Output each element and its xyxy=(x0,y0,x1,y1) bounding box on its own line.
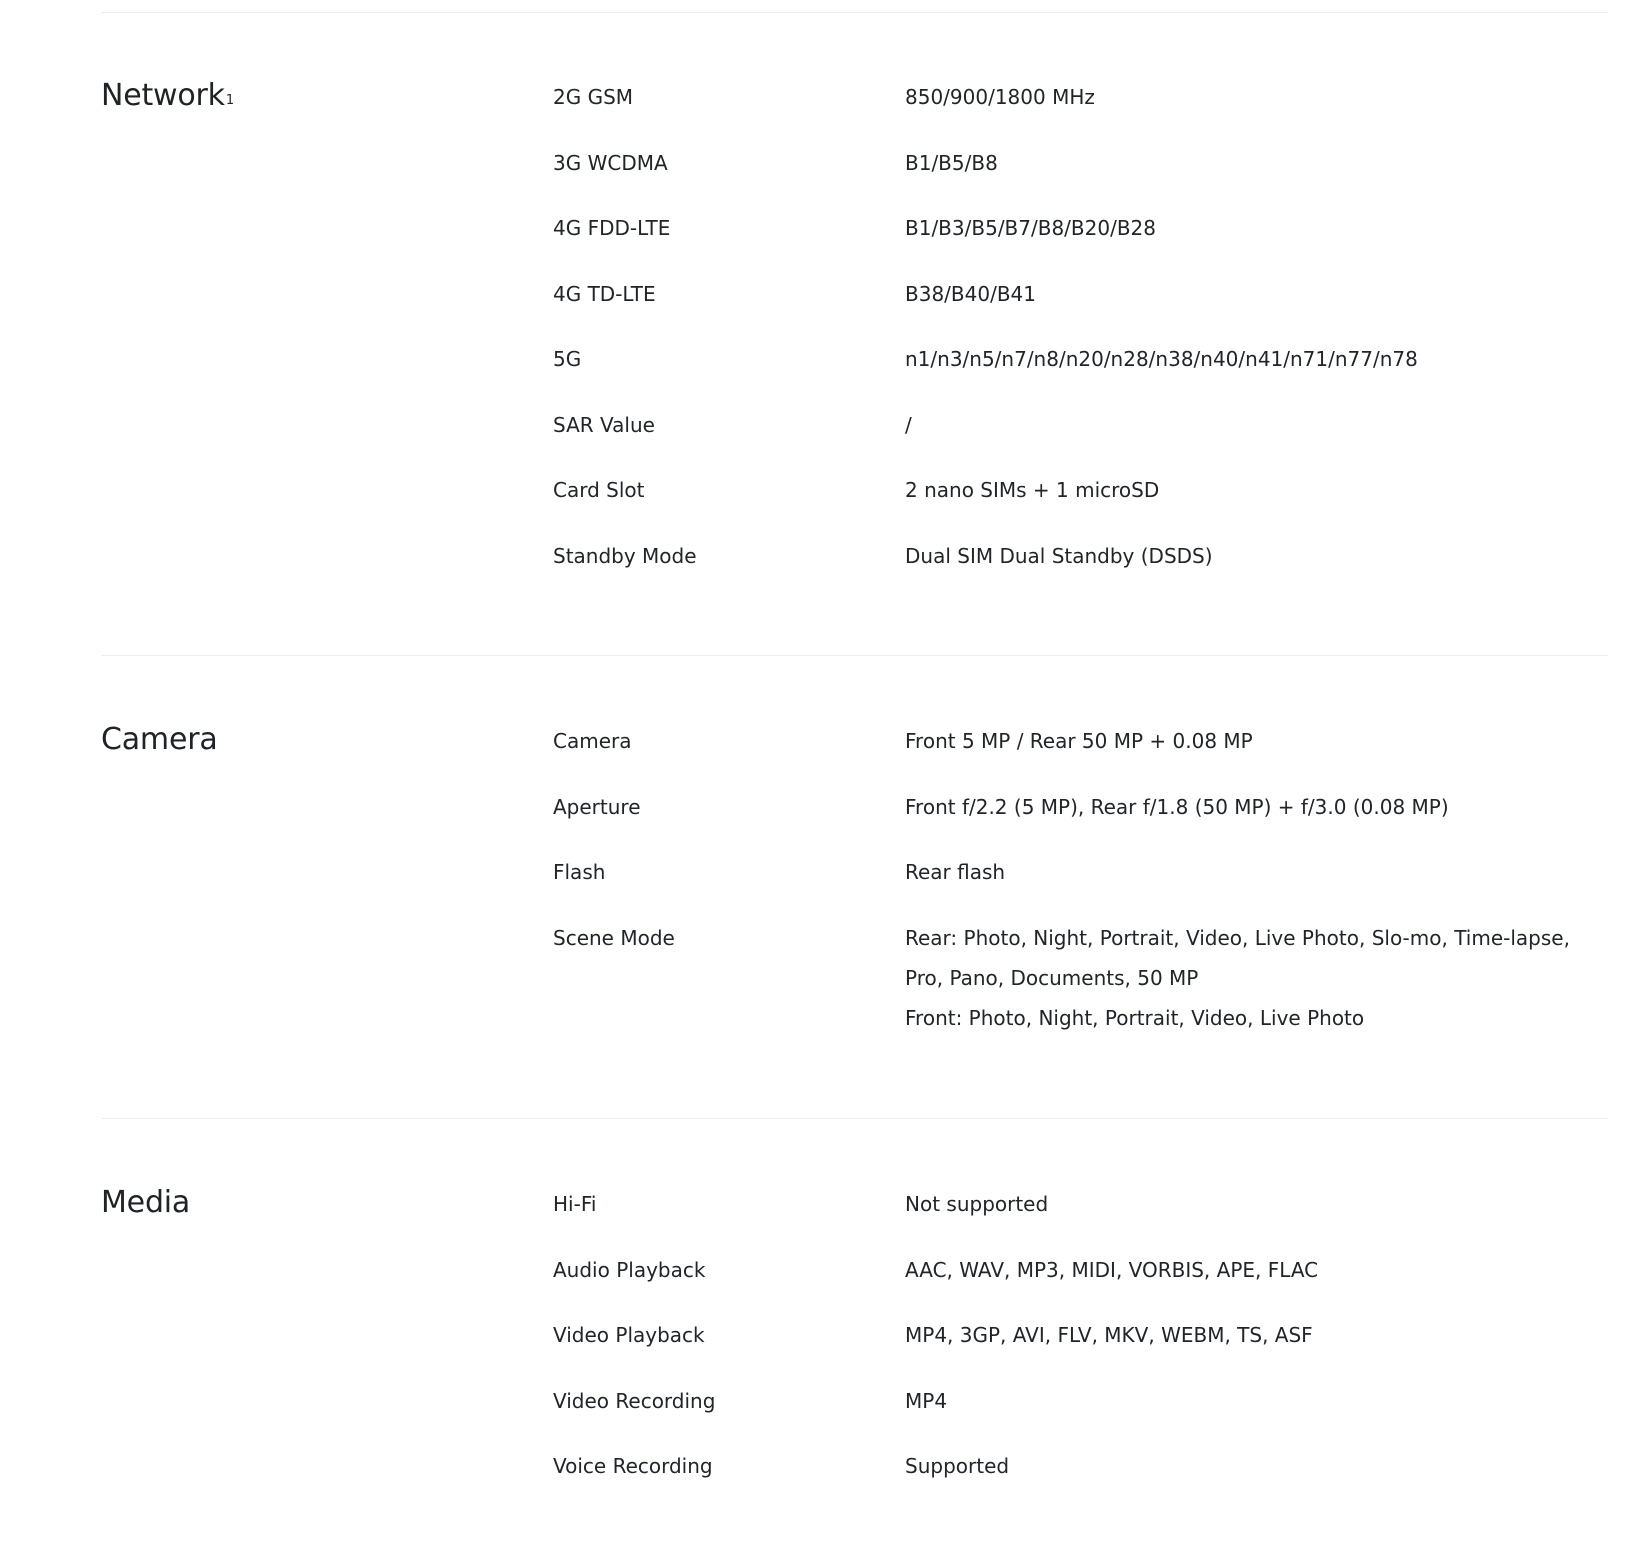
spec-value-line: Rear: Photo, Night, Portrait, Video, Live Photo, Slo-mo, Time-lapse, Pro, Pano, Documents, 50 MP xyxy=(905,925,1570,990)
section-title-network: Network$^1$ xyxy=(101,78,234,113)
spec-row-flash xyxy=(553,852,1613,892)
spec-label: Standby Mode xyxy=(553,543,697,568)
spec-label: Video Recording xyxy=(553,1388,716,1413)
spec-row-aperture xyxy=(553,787,1613,827)
spec-value: Dual SIM Dual Standby (DSDS) xyxy=(905,543,1213,568)
spec-value: / xyxy=(905,412,912,437)
spec-label: 2G GSM xyxy=(553,85,634,109)
spec-label: Voice Recording xyxy=(553,1454,713,1478)
section-divider xyxy=(101,1118,1608,1119)
spec-row-sar-value xyxy=(553,405,1613,445)
footnote-marker: 1 xyxy=(225,93,234,108)
spec-label: 4G FDD-LTE xyxy=(553,216,671,240)
section-divider xyxy=(101,12,1608,13)
section-title-media: Media xyxy=(101,1185,191,1220)
spec-label: Scene Mode xyxy=(553,925,675,950)
spec-value: AAC, WAV, MP3, MIDI, VORBIS, APE, FLAC xyxy=(905,1257,1319,1282)
spec-value: Front f/2.2 (5 MP), Rear f/1.8 (50 MP) + f/3.0 (0.08 MP) xyxy=(905,794,1449,819)
spec-value: 2 nano SIMs + 1 microSD xyxy=(905,478,1160,502)
section-divider xyxy=(101,655,1608,656)
spec-label: Audio Playback xyxy=(553,1257,706,1282)
spec-label: Flash xyxy=(553,860,606,884)
spec-row-scene-mode xyxy=(553,918,1613,1038)
camera-spec-list xyxy=(553,721,1613,1063)
spec-row-video-playback xyxy=(553,1315,1613,1355)
spec-value: n1/n3/n5/n7/n8/n20/n28/n38/n40/n41/n71/n77/n78 xyxy=(905,347,1418,371)
spec-label: 5G xyxy=(553,347,582,371)
spec-value: MP4, 3GP, AVI, FLV, MKV, WEBM, TS, ASF xyxy=(905,1323,1313,1347)
spec-value: B1/B5/B8 xyxy=(905,150,998,175)
spec-value: 850/900/1800 MHz xyxy=(905,85,1095,109)
spec-value xyxy=(905,918,1613,1038)
spec-label: Aperture xyxy=(553,794,641,819)
spec-label: Hi-Fi xyxy=(553,1192,597,1216)
spec-row-camera xyxy=(553,721,1613,761)
spec-value: Supported xyxy=(905,1454,1010,1478)
spec-value: MP4 xyxy=(905,1388,948,1413)
spec-row-hi-fi xyxy=(553,1184,1613,1224)
spec-row-4g-fdd-lte xyxy=(553,208,1613,248)
spec-row-audio-playback xyxy=(553,1250,1613,1290)
section-title-camera: Camera xyxy=(101,722,218,757)
spec-label: SAR Value xyxy=(553,412,655,437)
network-spec-list xyxy=(553,77,1613,601)
spec-row-card-slot xyxy=(553,470,1613,510)
spec-value-line: Front: Photo, Night, Portrait, Video, Live Photo xyxy=(905,1005,1365,1030)
spec-row-voice-recording xyxy=(553,1446,1613,1486)
media-spec-list xyxy=(553,1184,1613,1512)
spec-label: 3G WCDMA xyxy=(553,150,668,175)
spec-row-3g-wcdma xyxy=(553,143,1613,183)
spec-row-2g-gsm xyxy=(553,77,1613,117)
spec-value: Not supported xyxy=(905,1192,1049,1216)
spec-value: B1/B3/B5/B7/B8/B20/B28 xyxy=(905,216,1156,240)
spec-row-5g xyxy=(553,339,1613,379)
spec-label: 4G TD-LTE xyxy=(553,281,656,306)
spec-row-standby-mode xyxy=(553,536,1613,576)
spec-label: Video Playback xyxy=(553,1323,705,1347)
spec-value: Front 5 MP / Rear 50 MP + 0.08 MP xyxy=(905,729,1253,753)
spec-row-video-recording xyxy=(553,1381,1613,1421)
spec-value: Rear flash xyxy=(905,860,1006,884)
spec-row-4g-td-lte xyxy=(553,274,1613,314)
spec-value: B38/B40/B41 xyxy=(905,281,1036,306)
spec-label: Camera xyxy=(553,729,632,753)
spec-label: Card Slot xyxy=(553,478,645,502)
